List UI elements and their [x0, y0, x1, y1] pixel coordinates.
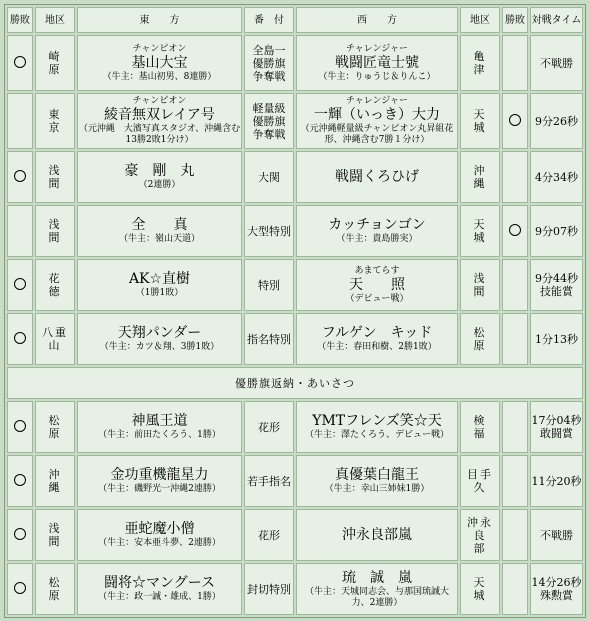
time-cell: 9分26秒: [530, 93, 583, 149]
rank-cell: 花形: [244, 509, 294, 561]
east-cell: [77, 455, 242, 507]
east-name: 綾音無双レイア号: [104, 107, 215, 123]
result-left-cell: [7, 313, 33, 365]
west-note: （牛主：貴島勝実）: [336, 234, 418, 244]
time-cell: 14分26秒 殊勲賞: [530, 563, 583, 615]
area-right-cell: 天 城: [460, 563, 500, 615]
bout-row: [7, 509, 583, 561]
separator-body: [7, 367, 583, 399]
time-cell: 1分13秒: [530, 313, 583, 365]
header-area-left: 地区: [35, 7, 75, 33]
east-note: （1勝1敗）: [135, 288, 184, 298]
result-right-cell: [502, 509, 528, 561]
win-circle-icon: [14, 56, 26, 68]
header-result-left: 勝敗: [7, 7, 33, 33]
west-name: 真優葉白龍王: [335, 467, 419, 483]
west-cell: [296, 205, 458, 257]
result-right-cell: [502, 455, 528, 507]
west-note: （元沖縄軽量級チャンピオン丸昇組花形、沖縄含む7勝１分け）: [300, 124, 454, 145]
area-right-cell: 検 福: [460, 401, 500, 453]
west-cell: [296, 151, 458, 203]
bout-row: [7, 259, 583, 311]
west-name: YMTフレンズ笑☆天: [312, 413, 442, 429]
area-left-cell: 浅 間: [35, 205, 75, 257]
result-left-cell: [7, 455, 33, 507]
rank-cell: 花形: [244, 401, 294, 453]
rank-cell: 封切特別: [244, 563, 294, 615]
area-left-cell: 八重山: [35, 313, 75, 365]
area-left-cell: 浅 間: [35, 509, 75, 561]
header-area-right: 地区: [460, 7, 500, 33]
west-note: （牛主：澤たくろう、デビュー戦）: [304, 430, 449, 440]
time-cell: 不戦勝: [530, 35, 583, 91]
header-east: 東 方: [77, 7, 242, 33]
bout-results-table: [4, 4, 586, 618]
result-right-cell: [502, 205, 528, 257]
result-right-cell: [502, 401, 528, 453]
rank-cell: 大関: [244, 151, 294, 203]
east-note: （牛主：政一誠・雄成、1勝）: [98, 592, 221, 602]
win-circle-icon: [14, 170, 26, 182]
west-name: 一輝（いっき）大力: [314, 107, 440, 123]
result-right-cell: [502, 35, 528, 91]
area-left-cell: 東 京: [35, 93, 75, 149]
west-cell: [296, 509, 458, 561]
west-note: （牛主：りゅうじ＆りんこ）: [318, 71, 436, 82]
east-cell: [77, 259, 242, 311]
west-note: （牛主：幸山三姉妹1勝）: [324, 484, 430, 494]
east-note: （元沖縄 大濱写真スタジオ、沖縄含む13勝2敗1分け）: [78, 124, 241, 145]
separator-text: 優勝旗返納・あいさつ: [7, 367, 583, 399]
header-west: 西 方: [296, 7, 458, 33]
win-circle-icon: [14, 528, 26, 540]
result-right-cell: [502, 93, 528, 149]
west-name: 天 照: [349, 276, 405, 293]
east-note: （牛主：嶺山天道）: [118, 234, 200, 244]
header-result-right: 勝敗: [502, 7, 528, 33]
east-note: （牛主：前田たくろう、1勝）: [98, 430, 221, 440]
east-name: AK☆直樹: [128, 271, 191, 287]
win-circle-icon: [509, 224, 521, 236]
win-circle-icon: [14, 332, 26, 344]
east-cell: [77, 563, 242, 615]
east-note: （牛主：基山初男、8連勝）: [102, 71, 217, 82]
east-name: 豪 剛 丸: [124, 163, 195, 179]
area-right-cell: 天 城: [460, 93, 500, 149]
east-note: （2連勝）: [138, 180, 181, 190]
area-left-cell: 沖 縄: [35, 455, 75, 507]
result-left-cell: [7, 93, 33, 149]
east-name: 全 真: [131, 217, 188, 233]
east-note: （牛主：磯野光一沖縄2連勝）: [98, 484, 221, 494]
east-cell: [77, 205, 242, 257]
east-cell: [77, 313, 242, 365]
rank-cell: 特別: [244, 259, 294, 311]
east-name: 神風王道: [131, 413, 188, 429]
result-left-cell: [7, 401, 33, 453]
rank-cell: 大型特別: [244, 205, 294, 257]
bout-row: [7, 455, 583, 507]
area-right-cell: 目手久: [460, 455, 500, 507]
bouts-body-second: [7, 401, 583, 615]
header-time: 対戦タイム: [530, 7, 583, 33]
area-right-cell: 浅 間: [460, 259, 500, 311]
bout-row: [7, 35, 583, 91]
time-cell: 9分07秒: [530, 205, 583, 257]
area-right-cell: 天 城: [460, 205, 500, 257]
west-note: （デビュー戦）: [345, 293, 409, 304]
area-right-cell: 松 原: [460, 313, 500, 365]
result-left-cell: [7, 35, 33, 91]
rank-cell: 若手指名: [244, 455, 294, 507]
result-right-cell: [502, 259, 528, 311]
bout-results-container: [4, 4, 586, 618]
result-right-cell: [502, 151, 528, 203]
area-left-cell: 松 原: [35, 401, 75, 453]
west-cell: [296, 93, 458, 149]
bout-row: [7, 563, 583, 615]
bout-row: [7, 205, 583, 257]
bouts-body-first: [7, 35, 583, 365]
area-right-cell: 沖永良 部: [460, 509, 500, 561]
result-right-cell: [502, 563, 528, 615]
east-name: 闘将☆マングース: [103, 575, 216, 591]
west-cell: [296, 35, 458, 91]
east-name: 天翔パンダー: [117, 325, 202, 341]
result-left-cell: [7, 509, 33, 561]
time-cell: 17分04秒 敢闘賞: [530, 401, 583, 453]
result-left-cell: [7, 259, 33, 311]
east-cell: [77, 401, 242, 453]
rank-cell: 軽量級 優勝旗 争奪戦: [244, 93, 294, 149]
east-cell: [77, 151, 242, 203]
west-name: 沖永良部嵐: [342, 526, 412, 543]
area-right-cell: 沖 縄: [460, 151, 500, 203]
east-title: チャンピオン: [132, 96, 187, 106]
bout-row: [7, 151, 583, 203]
bout-row: [7, 93, 583, 149]
west-note: （牛主：春田和樹、2勝1敗）: [317, 342, 437, 352]
west-title: チャレンジャー: [345, 43, 409, 54]
header-row: [7, 7, 583, 33]
win-circle-icon: [14, 582, 26, 594]
area-left-cell: 花 徳: [35, 259, 75, 311]
area-left-cell: 浅 間: [35, 151, 75, 203]
win-circle-icon: [14, 278, 26, 290]
time-cell: 不戦勝: [530, 509, 583, 561]
east-name: 亜蛇魔小僧: [124, 521, 195, 537]
time-cell: 11分20秒: [530, 455, 583, 507]
win-circle-icon: [14, 420, 26, 432]
rank-cell: 全島一 優勝旗 争奪戦: [244, 35, 294, 91]
east-cell: [77, 509, 242, 561]
win-circle-icon: [14, 474, 26, 486]
area-left-cell: 松 原: [35, 563, 75, 615]
result-left-cell: [7, 205, 33, 257]
bout-row: [7, 401, 583, 453]
east-name: 基山大宝: [131, 54, 188, 71]
west-cell: [296, 401, 458, 453]
east-note: （牛主：安本亜斗夢、2連勝）: [98, 538, 221, 548]
result-right-cell: [502, 313, 528, 365]
west-name: 琉 誠 嵐: [342, 569, 412, 586]
west-note: （牛主：天城同志会、与那国琉誠大力、2連勝）: [304, 586, 449, 608]
time-cell: 4分34秒: [530, 151, 583, 203]
west-cell: [296, 563, 458, 615]
header-rank: 番 付: [244, 7, 294, 33]
separator-row: [7, 367, 583, 399]
area-right-cell: 亀 津: [460, 35, 500, 91]
west-cell: [296, 313, 458, 365]
east-cell: [77, 35, 242, 91]
west-name: フルゲン キッド: [321, 325, 433, 341]
west-title: チャレンジャー: [345, 96, 409, 106]
west-name: カッチョンゴン: [328, 217, 426, 233]
west-cell: [296, 259, 458, 311]
rank-cell: 指名特別: [244, 313, 294, 365]
east-title: チャンピオン: [132, 43, 187, 54]
west-cell: [296, 455, 458, 507]
bout-row: [7, 313, 583, 365]
east-note: （牛主：カツ＆翔、3勝1敗）: [99, 342, 220, 352]
west-name: 戦闘くろひげ: [335, 168, 419, 185]
result-left-cell: [7, 563, 33, 615]
east-name: 金功重機龍星力: [110, 467, 209, 483]
area-left-cell: 崎 原: [35, 35, 75, 91]
east-cell: [77, 93, 242, 149]
win-circle-icon: [509, 114, 521, 126]
time-cell: 9分44秒 技能賞: [530, 259, 583, 311]
west-title: あまてらす: [354, 265, 400, 276]
result-left-cell: [7, 151, 33, 203]
west-name: 戦闘匠竜士號: [335, 54, 419, 71]
